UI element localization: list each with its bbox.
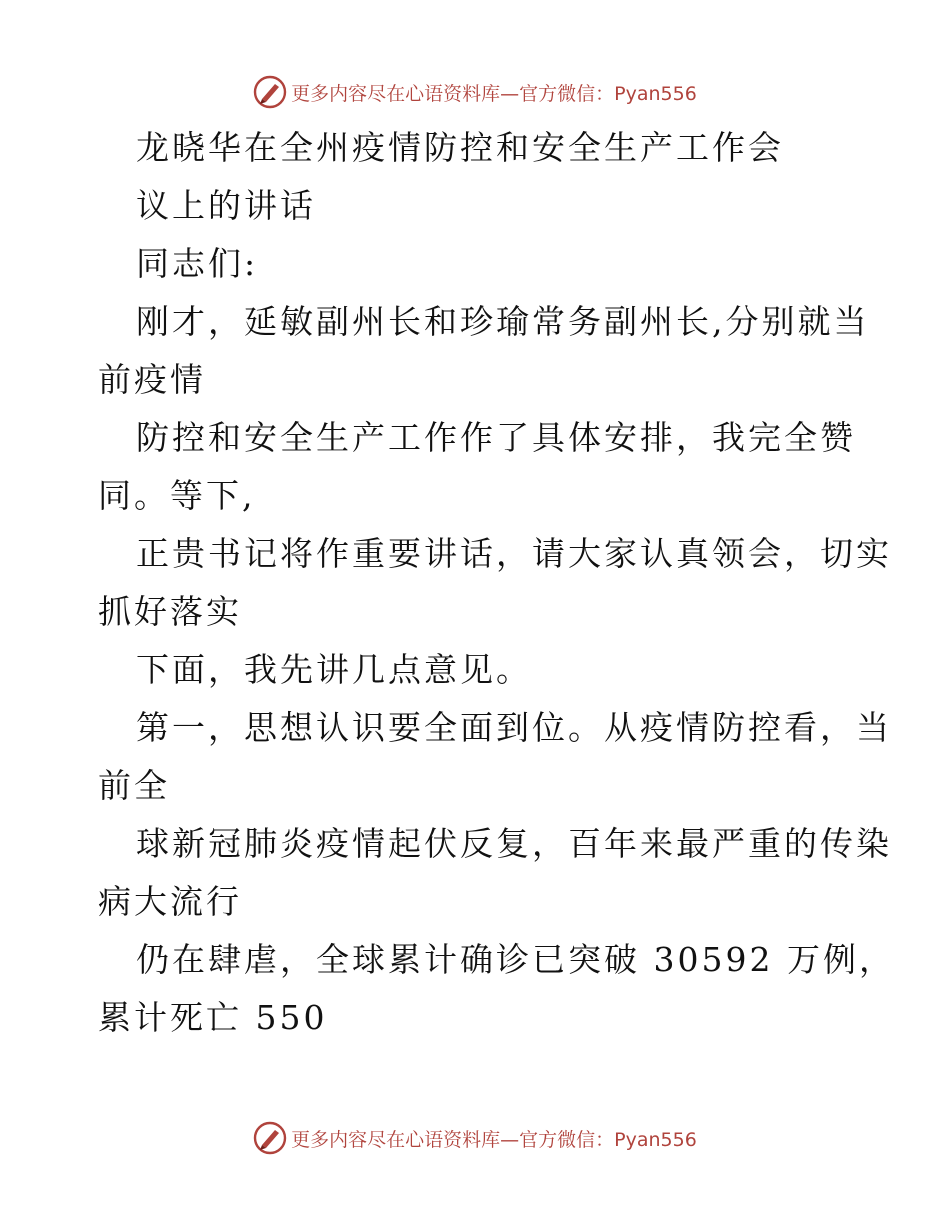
header-watermark bbox=[0, 72, 950, 112]
text-line: 第一，思想认识要全面到位。从疫情防控看，当 bbox=[136, 708, 892, 747]
text-line: 球新冠肺炎疫情起伏反复，百年来最严重的传染 bbox=[136, 824, 892, 863]
watermark-text: 更多内容尽在心语资料库—官方微信：Pyan556 bbox=[291, 82, 697, 105]
text-line: 刚才，延敏副州长和珍瑜常务副州长,分别就当 bbox=[136, 302, 870, 341]
text-line: 仍在肆虐，全球累计确诊已突破 30592 万例， bbox=[136, 940, 895, 979]
watermark-text: 更多内容尽在心语资料库—官方微信：Pyan556 bbox=[291, 1128, 697, 1151]
text-line: 抓好落实 bbox=[98, 592, 242, 631]
document-body bbox=[98, 122, 895, 1050]
text-line: 议上的讲话 bbox=[136, 186, 316, 225]
footer-watermark bbox=[0, 1118, 950, 1158]
text-line: 龙晓华在全州疫情防控和安全生产工作会 bbox=[136, 128, 784, 167]
text-line: 前全 bbox=[98, 766, 170, 805]
text-line: 同志们: bbox=[136, 244, 259, 283]
text-line: 同。等下, bbox=[98, 476, 256, 515]
text-line: 病大流行 bbox=[98, 882, 242, 921]
text-line: 正贵书记将作重要讲话，请大家认真领会，切实 bbox=[136, 534, 892, 573]
text-line: 前疫情 bbox=[98, 360, 206, 399]
text-line: 下面，我先讲几点意见。 bbox=[136, 650, 532, 689]
text-line: 防控和安全生产工作作了具体安排，我完全赞 bbox=[136, 418, 856, 457]
pen-logo-icon bbox=[253, 75, 287, 109]
text-line: 累计死亡 550 bbox=[98, 998, 328, 1037]
pen-logo-icon bbox=[253, 1121, 287, 1155]
